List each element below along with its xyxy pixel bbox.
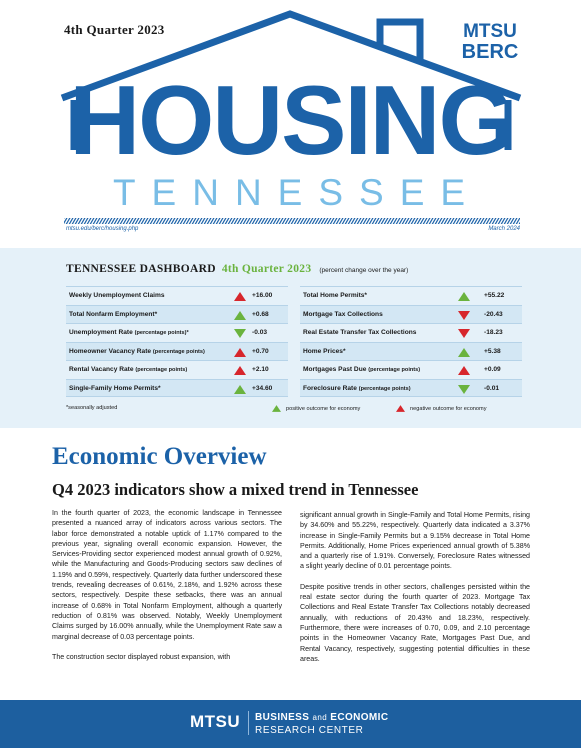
article-column-2 [300,510,530,674]
paragraph: In the fourth quarter of 2023, the economic landscape in Tennessee presented a nuanced array of indicators across various sectors. The labor force demonstrated a notable uptick of 1.17% compared to the previous year, signaling overall economic expansion. However, the Services-Providing sector experienced modest annual growth of 0.92%, while the Manufacturing and Goods-Producing sectors saw declines of 1.19% and 0.59%, respectively. Quarterly data further underscored these trends, revealing decreases of 0.61%, 2.18%, and 1.92% across these sectors, respectively. Despite these setbacks, there was an annual increase of 0.68% in Total Nonfarm Employment, although a quarterly reduction of 0.81% was observed. Notably, Weekly Unemployment Claims surged by 16.00% annually, while the Unemployment Rate saw a marginal decrease of 0.03 percentage points. [52,509,282,641]
indicator-value: +5.38 [484,347,501,355]
indicator-name: Rental Vacancy Rate [69,366,136,373]
footnote: *seasonally adjusted [66,405,118,411]
dashboard-row [66,342,288,361]
dashboard-heading: TENNESSEE DASHBOARD [66,263,216,275]
footer-and: and [312,713,328,722]
dashboard-row [66,379,288,398]
dashboard-table-left [66,286,288,397]
section-title: Economic Overview [52,443,267,470]
dashboard-quarter: 4th Quarter 2023 [221,263,312,275]
legend-positive-label: positive outcome for economy [286,405,361,412]
dashboard-row [300,360,522,379]
indicator-value: -0.03 [252,329,268,336]
dashboard-row [300,379,522,398]
indicator-label [69,329,189,336]
page-title: HOUSING [69,65,513,175]
indicator-value: +0.09 [484,366,501,373]
indicator-value: +0.70 [252,347,269,355]
indicator-name: Homeowner Vacancy Rate [69,347,153,355]
indicator-label [303,348,346,355]
indicator-name: Home Prices* [303,347,346,355]
indicator-label [69,311,157,318]
dashboard-row [66,360,288,379]
dashboard-note: (percent change over the year) [319,267,409,274]
trend-up-triangle-icon [234,366,246,375]
footer-economic: ECONOMIC [327,712,389,723]
indicator-name: Mortgages Past Due [303,366,369,373]
footer-business: BUSINESS [255,712,313,723]
indicator-name: Foreclosure Rate [303,384,359,392]
legend-negative-label: negative outcome for economy [410,405,487,412]
trend-up-triangle-icon [234,348,246,357]
dashboard-title [66,263,408,275]
mtsu-berc-logo [460,22,520,62]
paragraph: Despite positive trends in other sectors, challenges persisted within the real estate sector during the fourth quarter of 2023. Mortgage Tax Collections and Real Estate Transfer Tax Collections notably decreased annually, with reductions of 20.43% and 18.23%, respectively. Furthermore, there were increases of 0.70, 0.09, and 2.10 percentage points in the Homeowner Vacancy Rate, Mortgages Past Due, and Rental Vacancy, respectively, suggesting potential difficulties in these areas. [300,582,530,663]
indicator-value: +55.22 [484,292,505,299]
indicator-value: -20.43 [484,310,503,318]
trend-down-triangle-icon [234,329,246,338]
issue-date: March 2024 [488,226,520,232]
indicator-value: +0.68 [252,310,269,318]
indicator-value: +2.10 [252,366,269,373]
dashboard-row [300,305,522,324]
indicator-label [303,385,411,392]
footer-line-2: RESEARCH CENTER [255,725,364,736]
indicator-unit: (percentage points) [358,385,411,392]
indicator-label [69,385,161,392]
dashboard-table-right [300,286,522,397]
dashboard-row [300,286,522,305]
masthead [0,0,581,244]
indicator-value: -18.23 [484,329,503,336]
indicator-name: Mortgage Tax Collections [303,310,383,318]
paragraph: The construction sector displayed robust expansion, with [52,652,231,661]
dashboard-row [66,286,288,305]
footer-divider [248,711,249,735]
issue-quarter: 4th Quarter 2023 [64,22,165,37]
indicator-value: +16.00 [252,292,273,299]
green-up-triangle-icon [272,405,281,412]
brand-line-1: MTSU [463,21,517,42]
article-column-1 [52,508,282,672]
indicator-unit: (percentage points) [368,367,421,373]
trend-down-triangle-icon [458,329,470,338]
footer-logo: MTSU [190,712,241,731]
indicator-label [303,366,420,373]
trend-up-triangle-icon [234,385,246,394]
trend-down-triangle-icon [458,385,470,394]
indicator-unit: (percentage points) [152,348,205,355]
indicator-label [69,366,187,373]
indicator-label [303,329,416,336]
indicator-name: Single-Family Home Permits* [69,384,161,392]
indicator-label [69,348,205,355]
indicator-name: Weekly Unemployment Claims [69,292,165,299]
tennessee-dashboard [0,248,581,428]
section-subtitle: Q4 2023 indicators show a mixed trend in Tennessee [52,480,419,499]
trend-up-triangle-icon [234,292,246,301]
indicator-value: +34.60 [252,384,273,392]
trend-up-triangle-icon [234,311,246,320]
trend-up-triangle-icon [458,366,470,375]
trend-down-triangle-icon [458,311,470,320]
trend-up-triangle-icon [458,292,470,301]
indicator-unit: (percentage points)* [134,330,189,336]
indicator-value: -0.01 [484,384,500,392]
legend-positive [272,405,360,412]
indicator-name: Unemployment Rate [69,329,135,336]
paragraph: significant annual growth in Single-Family and Total Home Permits, rising by 34.60% and 55.22%, respectively. Quarterly data indicated a 3.37% increase in Single-Family Permits but a 9.15% decrease in Total Home Permits. Additionally, Home Prices experienced annual growth of 5.38% and a quarterly rise of 1.91%. Conversely, Foreclosure Rates witnessed a slight yearly decline of 0.01 percentage points. [300,511,530,571]
indicator-name: Total Home Permits* [303,292,367,299]
footer-banner [0,700,581,748]
dashboard-row [300,323,522,342]
dashboard-row [300,342,522,361]
indicator-name: Real Estate Transfer Tax Collections [303,329,417,336]
dashboard-row [66,323,288,342]
indicator-label [303,292,367,299]
page-subtitle: TENNESSEE [112,172,482,213]
legend-negative [396,405,487,412]
indicator-label [303,311,383,318]
brand-line-2: BERC [461,41,519,63]
dashboard-row [66,305,288,324]
footer-line-1 [255,712,388,723]
website-url[interactable]: mtsu.edu/berc/housing.php [66,226,139,232]
indicator-unit: (percentage points) [135,367,188,373]
indicator-label [69,292,165,299]
red-up-triangle-icon [396,405,405,412]
indicator-name: Total Nonfarm Employment* [69,310,158,318]
trend-up-triangle-icon [458,348,470,357]
